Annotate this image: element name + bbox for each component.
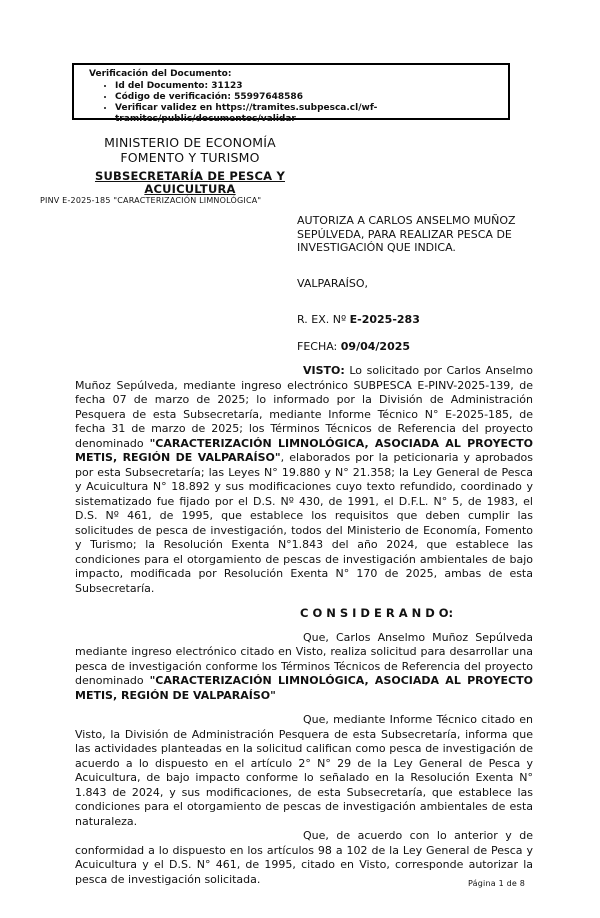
date-value: 09/04/2025 [340,340,411,353]
text-segment: Lo solicitado por Carlos Anselmo Muñoz Sepúlveda, mediante ingreso electrónico SUBPESCA E-PINV-2025-139, de fecha 07 de marzo de 2025; lo informado por la División de Administración Pesquera de esta Subsecretaría, mediante Informe Técnico N° E-2025-185, de fecha 31 de marzo de 2025; los Términos Técnicos de Referencia del proyecto denominado [75,364,533,450]
date-prefix: FECHA: [297,340,341,353]
considerando-heading: C O N S I D E R A N D O: [300,606,454,620]
text-segment: "CARACTERIZACIÓN LIMNOLÓGICA, ASOCIADA AL PROYECTO METIS, REGIÓN DE VALPARAÍSO" [75,436,533,464]
resolution-number: E-2025-283 [349,313,420,326]
ministry-name-line2: FOMENTO Y TURISMO [120,150,260,165]
letterhead [40,135,340,196]
text-segment: "CARACTERIZACIÓN LIMNOLÓGICA, ASOCIADA AL PROYECTO METIS, REGIÓN DE VALPARAÍSO" [75,674,533,702]
city-line: VALPARAÍSO, [297,277,369,290]
text-segment: Que, mediante Informe Técnico citado en Visto, la División de Administración Pesquera de esta Subsecretaría, informa que las actividades planteadas en la solicitud califican como pesca de investigación de acuerdo a lo dispuesto en el artículo 2° N° 29 de la Ley General de Pesca y Acuicultura, de bajo impacto conforme lo señalado en la Resolución Exenta N° 1.843 de 2024, y sus modificaciones, de esta Subsecretaría, que establece las condiciones para el otorgamiento de pescas de investigación ambientales de esta naturaleza. [75,713,533,828]
verification-item: • Verificar validez en https://tramites.subpesca.cl/wf-tramites/public/documentos/validar [115,103,502,125]
ministry-name-line1: MINISTERIO DE ECONOMÍA [104,135,276,150]
verification-title: Verificación del Documento: [89,69,232,79]
text-segment: , elaborados por la peticionaria y aprobados por esta Subsecretaría; las Leyes N° 19.880 y N° 21.358; la Ley General de Pesca y Acuicultura N° 18.892 y sus modificaciones cuyo texto refundido, coordinado y sistematizado fue fijado por el D.S. Nº 430, de 1991, el D.F.L. N° 5, de 1983, el D.S. Nº 461, de 1995, que establece los requisitos que deben cumplir las solicitudes de pesca de investigación, todos del Ministerio de Economía, Fomento y Turismo; la Resolución Exenta N°1.843 del año 2024, que establece las condiciones para el otorgamiento de pescas de investigación ambientales de bajo impacto, modificada por Resolución Exenta N° 170 de 2025, ambas de esta Subsecretaría. [75,451,534,595]
verification-list [89,81,502,125]
text-segment: Que, Carlos Anselmo Muñoz Sepúlveda mediante ingreso electrónico citado en Visto, realiza solicitud para desarrollar una pesca de investigación conforme los Términos Técnicos de Referencia del proyecto denominado [75,630,533,687]
resolution-number-line [297,313,420,326]
considerando-paragraph-3 [75,829,533,887]
project-reference: PINV E-2025-185 "CARACTERIZACIÓN LIMNOLÓGICA" [40,196,262,205]
resolution-prefix: R. EX. Nº [297,313,350,326]
text-segment: VISTO: [303,364,345,377]
text-segment: Que, de acuerdo con lo anterior y de conformidad a lo dispuesto en los artículos 98 a 102 de la Ley General de Pesca y Acuicultura y el D.S. N° 461, de 1995, citado en Visto, corresponde autorizar la pesca de investigación solicitada. [75,829,533,886]
verification-item: • Código de verificación: 55997648586 [115,92,502,103]
subsecretaria-line2: ACUICULTURA [144,182,236,196]
resolution-subject: AUTORIZA A CARLOS ANSELMO MUÑOZ SEPÚLVEDA, PARA REALIZAR PESCA DE INVESTIGACIÓN QUE INDICA. [297,214,516,254]
visto-paragraph [75,364,533,596]
date-line [297,340,410,353]
page-number: Página 1 de 8 [468,879,526,888]
document-body [75,364,533,887]
considerando-paragraph-2 [75,713,533,829]
subsecretaria-line1: SUBSECRETARÍA DE PESCA Y [94,169,285,183]
verification-box [72,63,510,124]
verification-item: • Id del Documento: 31123 [115,81,502,92]
considerando-paragraph-1 [75,631,533,704]
